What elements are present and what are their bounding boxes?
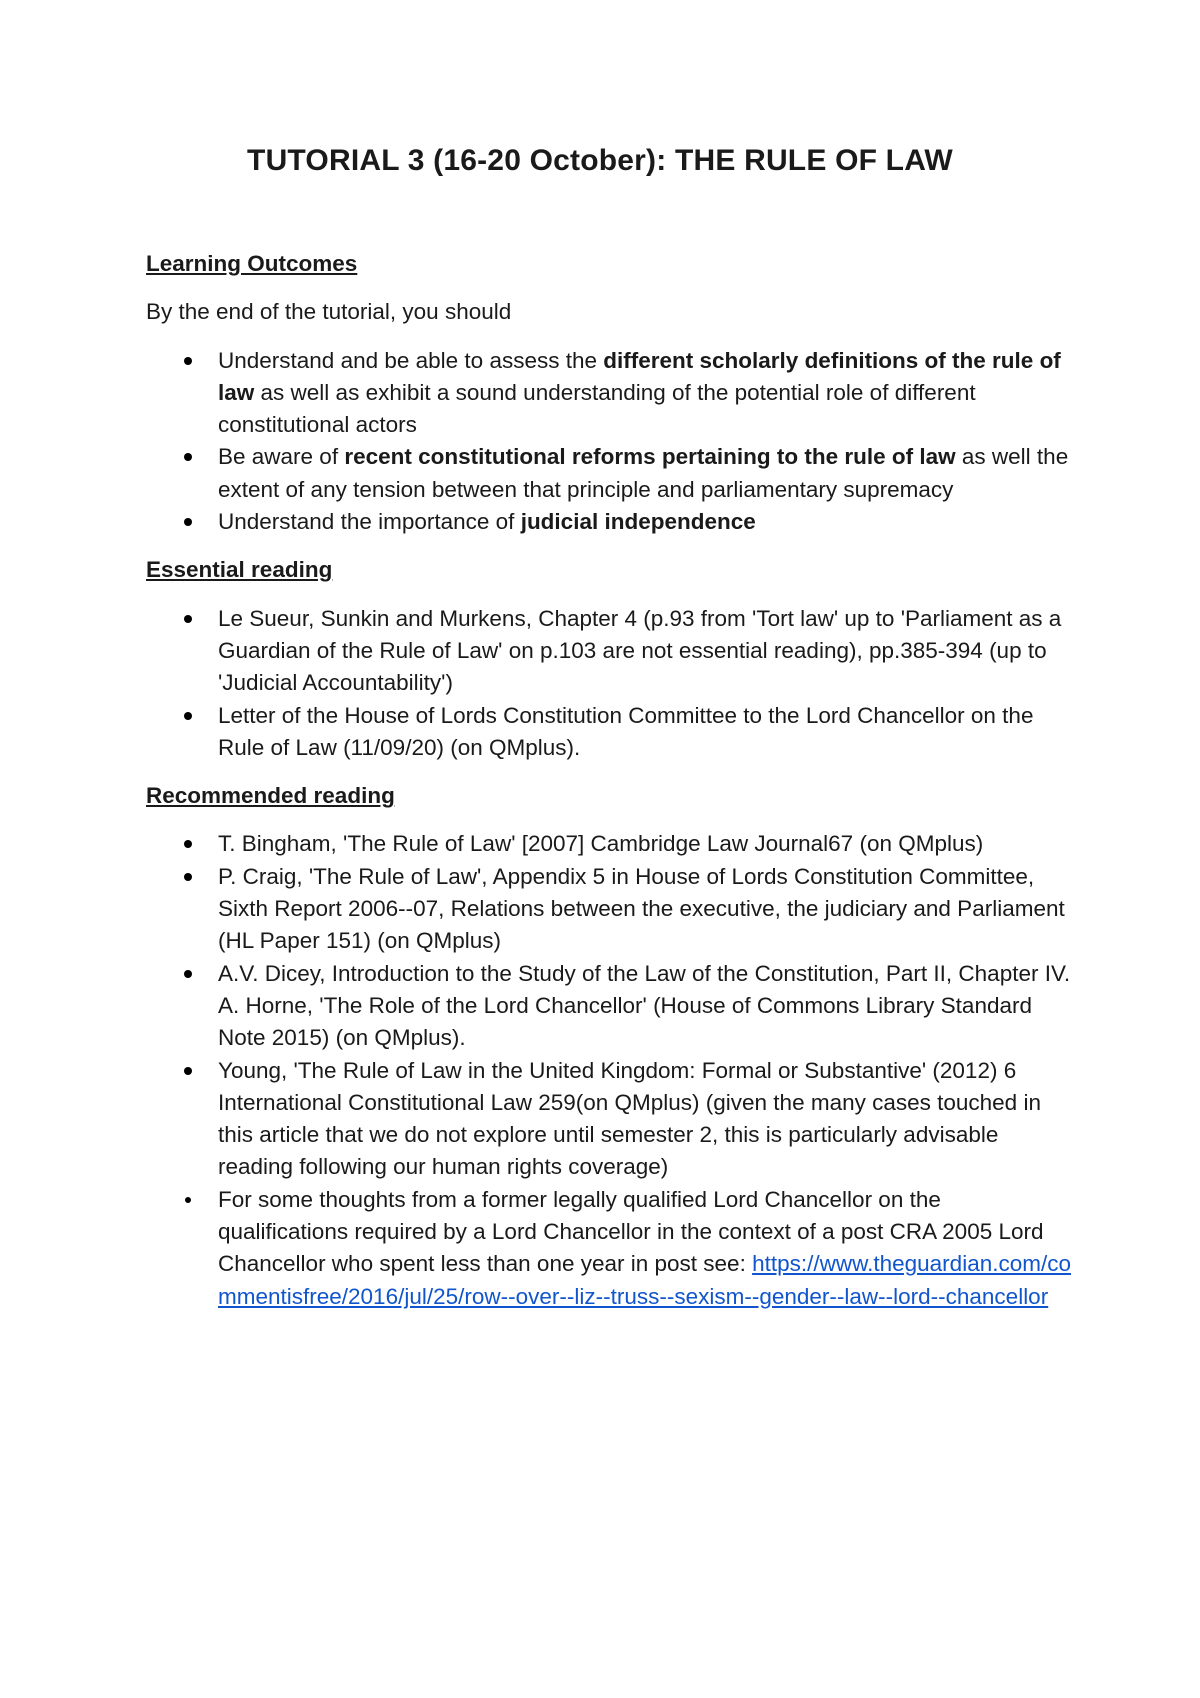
item-text: Understand and be able to assess the: [218, 347, 604, 373]
list-item: Le Sueur, Sunkin and Murkens, Chapter 4 (p.93 from 'Tort law' up to 'Parliament as a Guardian of the Rule of Law' on p.103 are not essential reading), pp.385-394 (up to 'Judicial Accountability'): [146, 603, 1076, 700]
item-text: as well the extent of any tension between that principle and parliamentary supremacy: [218, 444, 1069, 502]
list-item: [146, 1184, 1076, 1313]
list-item: [146, 506, 1076, 538]
learning-outcomes-intro: By the end of the tutorial, you should: [146, 299, 512, 325]
guardian-article-link[interactable]: https://www.theguardian.com/commentisfree/2016/jul/25/row--over--liz--truss--sexism--gender--law--lord--chancellor: [218, 1251, 1071, 1309]
item-text: as well as exhibit a sound understanding of the potential role of different constitutional actors: [218, 379, 976, 438]
list-item: [146, 441, 1076, 506]
item-text: Understand the importance of: [218, 509, 521, 535]
document-body: [146, 248, 1076, 1329]
recommended-reading-list: [146, 828, 1076, 1312]
list-item: T. Bingham, 'The Rule of Law' [2007] Cambridge Law Journal67 (on QMplus): [146, 828, 1076, 860]
item-emphasis: different scholarly definitions of the rule of law: [218, 347, 1061, 405]
list-item: P. Craig, 'The Rule of Law', Appendix 5 in House of Lords Constitution Committee, Sixth Report 2006--07, Relations between the executive, the judiciary and Parliament (HL Paper 151) (on QMplus): [146, 861, 1076, 958]
learning-outcomes-list: [146, 345, 1076, 539]
list-item: [146, 345, 1076, 442]
item-emphasis: recent constitutional reforms pertaining to the rule of law: [344, 444, 956, 470]
learning-outcomes-heading: Learning Outcomes: [146, 251, 358, 276]
recommended-reading-heading: Recommended reading: [146, 783, 395, 809]
essential-reading-list: [146, 603, 1076, 764]
item-text: For some thoughts from a former legally qualified Lord Chancellor on the qualifications required by a Lord Chancellor in the context of a post CRA 2005 Lord Chancellor who spent less than one year in post see:: [218, 1186, 1044, 1277]
item-text: Be aware of: [218, 444, 345, 470]
essential-reading-heading: Essential reading: [146, 557, 333, 583]
list-item: Young, 'The Rule of Law in the United Kingdom: Formal or Substantive' (2012) 6 International Constitutional Law 259(on QMplus) (given the many cases touched in this article that we do not explore until semester 2, this is particularly advisable reading following our human rights coverage): [146, 1055, 1076, 1184]
page-title: TUTORIAL 3 (16-20 October): THE RULE OF LAW: [247, 144, 953, 177]
list-item: Letter of the House of Lords Constitution Committee to the Lord Chancellor on the Rule of Law (11/09/20) (on QMplus).: [146, 700, 1076, 765]
item-emphasis: judicial independence: [520, 509, 756, 535]
list-item: A.V. Dicey, Introduction to the Study of the Law of the Constitution, Part II, Chapter IV. A. Horne, 'The Role of the Lord Chancellor' (House of Commons Library Standard Note 2015) (on QMplus).: [146, 958, 1076, 1055]
